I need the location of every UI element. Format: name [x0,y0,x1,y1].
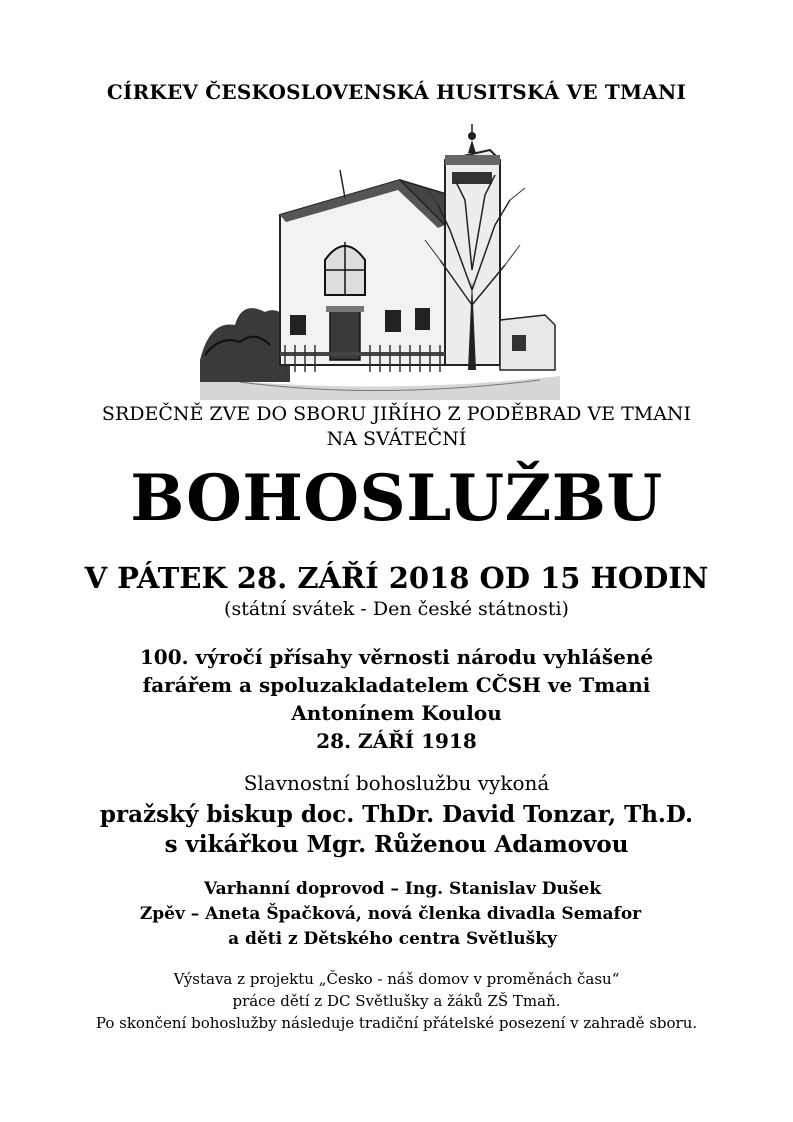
event-date: V PÁTEK 28. ZÁŘÍ 2018 OD 15 HODIN [84,561,709,595]
footer-line: práce dětí z DC Světlušky a žáků ZŠ Tmaň. [232,992,561,1010]
invitation-line-2: NA SVÁTEČNÍ [326,428,467,450]
footer-line: Po skončení bohoslužby následuje tradiční přátelské posezení v zahradě sboru. [95,1014,698,1032]
anniversary-line: 100. výročí přísahy věrnosti národu vyhlášené [139,645,654,669]
main-title: BOHOSLUŽBU [130,461,663,536]
music-line: Zpěv – Aneta Špačková, nová členka divadla Semafor [139,904,642,924]
music-line: a děti z Dětského centra Světlušky [228,929,557,949]
celebrant-intro: Slavnostní bohoslužbu vykoná [243,771,550,795]
footer-line: Výstava z projektu „Česko - náš domov v proměnách času“ [173,970,620,988]
church-name-header: CÍRKEV ČESKOSLOVENSKÁ HUSITSKÁ VE TMANI [106,80,687,104]
church-building-illustration [200,120,560,400]
celebrant-vicar: s vikářkou Mgr. Růženou Adamovou [164,831,629,858]
anniversary-line: 28. ZÁŘÍ 1918 [316,729,477,753]
anniversary-line: Antonínem Koulou [291,701,502,725]
celebrant-bishop: pražský biskup doc. ThDr. David Tonzar, Th.D. [99,801,694,828]
anniversary-line: farářem a spoluzakladatelem CČSH ve Tmani [142,673,651,697]
holiday-note: (státní svátek - Den české státnosti) [224,598,569,620]
invitation-line-1: SRDEČNĚ ZVE DO SBORU JIŘÍHO Z PODĚBRAD VE TMANI [101,403,692,425]
music-line: Varhanní doprovod – Ing. Stanislav Dušek [203,879,602,899]
